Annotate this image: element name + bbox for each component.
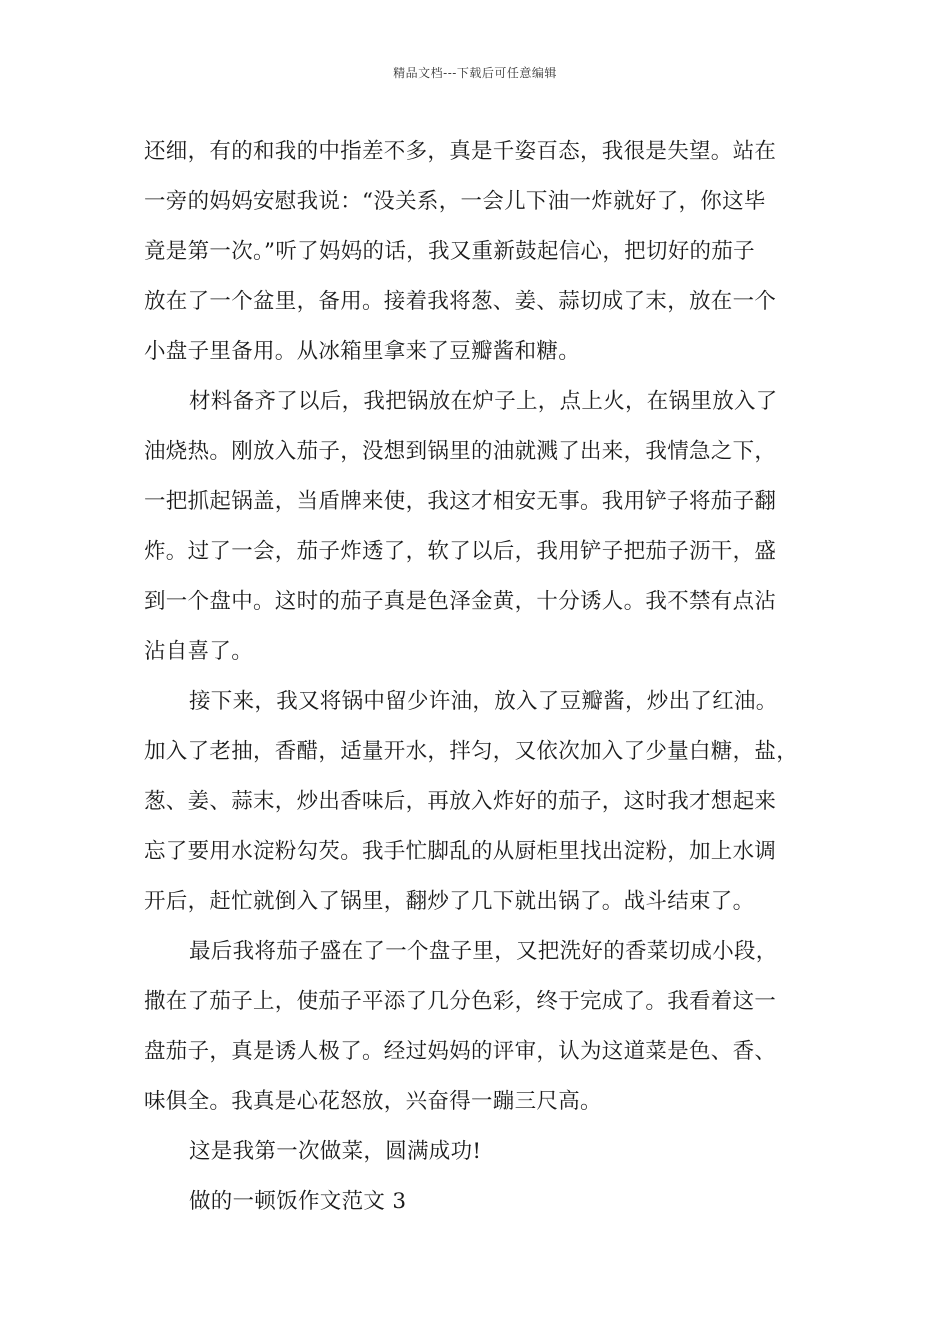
text-line: 小盘子里备用。从冰箱里拿来了豆瓣酱和糖。 <box>144 339 581 364</box>
text-line: 炸。过了一会，茄子炸透了，软了以后，我用铲子把茄子沥干，盛 <box>144 539 777 564</box>
text-line: 竟是第一次。”听了妈妈的话，我又重新鼓起信心，把切好的茄子 <box>144 239 755 264</box>
text-line: 味俱全。我真是心花怒放，兴奋得一蹦三尺高。 <box>144 1089 602 1114</box>
text-line: 盘茄子，真是诱人极了。经过妈妈的评审，认为这道菜是色、香、 <box>144 1039 777 1064</box>
text-line: 到一个盘中。这时的茄子真是色泽金黄，十分诱人。我不禁有点沾 <box>144 589 777 614</box>
text-line: 忘了要用水淀粉勾芡。我手忙脚乱的从厨柜里找出淀粉，加上水调 <box>144 839 777 864</box>
text-line: 加入了老抽，香醋，适量开水，拌匀，又依次加入了少量白糖，盐， <box>144 739 799 764</box>
text-line: 放在了一个盆里，备用。接着我将葱、姜、蒜切成了末，放在一个 <box>144 289 777 314</box>
document-body <box>144 127 820 1227</box>
paragraph-start-line: 材料备齐了以后，我把锅放在炉子上，点上火，在锅里放入了 <box>189 389 778 414</box>
text-line: 一旁的妈妈安慰我说：“没关系，一会儿下油一炸就好了，你这毕 <box>144 189 766 214</box>
text-line: 开后，赶忙就倒入了锅里，翻炒了几下就出锅了。战斗结束了。 <box>144 889 755 914</box>
text-line: 油烧热。刚放入茄子，没想到锅里的油就溅了出来，我情急之下， <box>144 439 777 464</box>
paragraph-start-line: 接下来，我又将锅中留少许油，放入了豆瓣酱，炒出了红油。 <box>189 689 778 714</box>
paragraph-start-line: 最后我将茄子盛在了一个盘子里，又把洗好的香菜切成小段， <box>189 939 778 964</box>
page-header: 精品文档---下载后可任意编辑 <box>393 66 557 80</box>
text-line: 沾自喜了。 <box>144 639 254 664</box>
paragraph-start-line: 这是我第一次做菜，圆满成功! <box>189 1139 482 1164</box>
text-line: 还细，有的和我的中指差不多，真是千姿百态，我很是失望。站在 <box>144 139 777 164</box>
text-line: 葱、姜、蒜末，炒出香味后，再放入炸好的茄子，这时我才想起来 <box>144 789 777 814</box>
text-line: 撒在了茄子上，使茄子平添了几分色彩，终于完成了。我看着这一 <box>144 989 777 1014</box>
section-title: 做的一顿饭作文范文 3 <box>189 1189 407 1214</box>
text-line: 一把抓起锅盖，当盾牌来使，我这才相安无事。我用铲子将茄子翻 <box>144 489 777 514</box>
